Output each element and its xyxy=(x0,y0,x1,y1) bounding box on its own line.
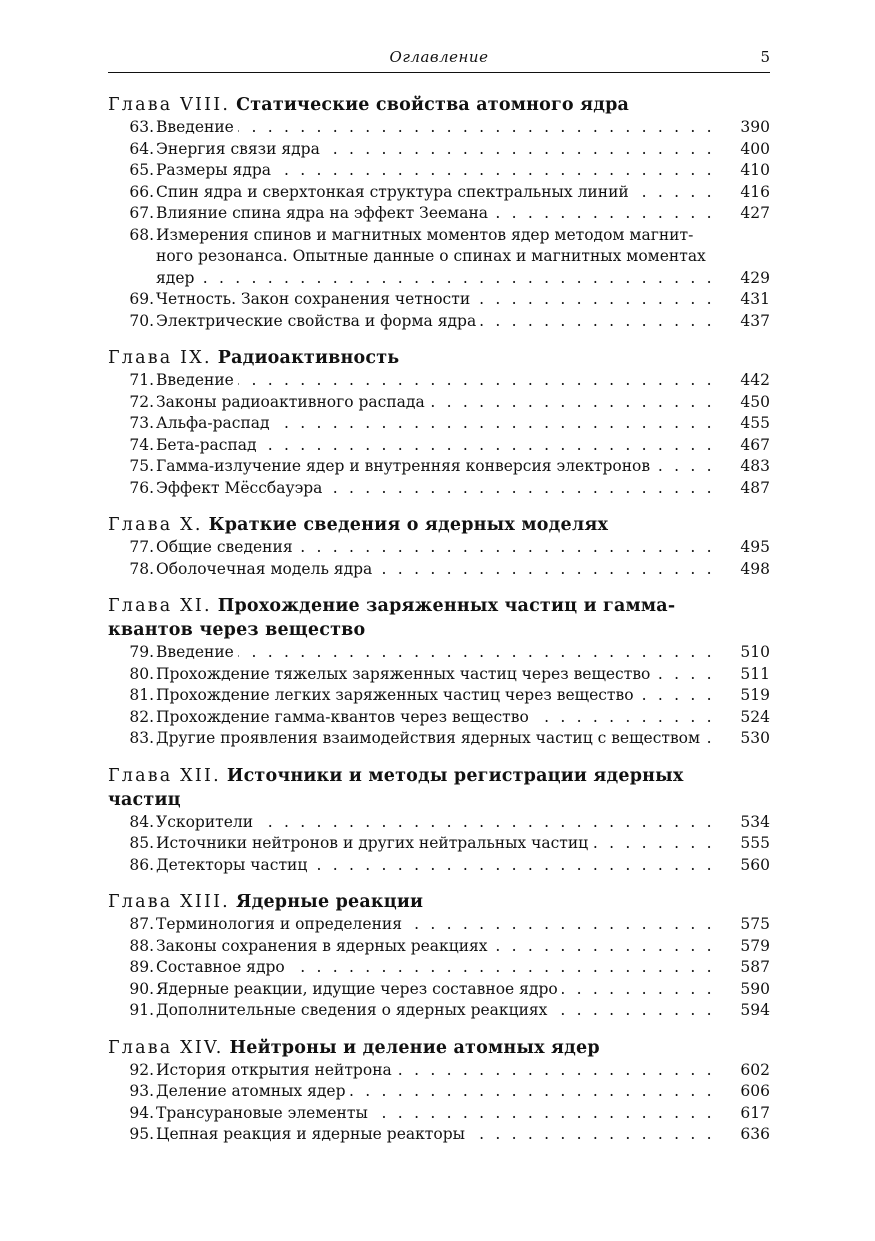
section-number: 77. xyxy=(129,538,154,556)
section-number: 85. xyxy=(129,834,154,852)
leader-dots xyxy=(154,728,722,750)
section-number: 87. xyxy=(129,915,154,933)
chapter-name: Радиоактивность xyxy=(217,348,400,368)
page-ref: 467 xyxy=(740,435,770,454)
chapter-section xyxy=(108,1036,770,1146)
section-title: Ядерные реакции, идущие через составное ядро xyxy=(154,980,562,998)
page-ref: 483 xyxy=(740,457,770,475)
section-title: Оболочечная модель ядра xyxy=(154,560,376,578)
chapter-label: Глава XII. xyxy=(108,765,221,786)
leader-dots xyxy=(154,1124,722,1146)
section-title: История открытия нейтрона xyxy=(154,1061,396,1079)
chapter-name: Ядерные реакции xyxy=(235,892,424,912)
page-ref: 590 xyxy=(740,979,770,998)
section-title-last-line xyxy=(154,268,770,290)
toc-entry[interactable] xyxy=(108,537,770,559)
section-title: Терминология и определения xyxy=(154,915,406,933)
section-title: Эффект Мёссбауэра xyxy=(154,479,326,497)
section-number: 76. xyxy=(129,478,154,497)
page-ref: 530 xyxy=(740,729,770,747)
toc-entry[interactable] xyxy=(108,117,770,139)
section-number: 70. xyxy=(129,311,154,330)
page-number: 5 xyxy=(760,48,770,66)
page-ref: 400 xyxy=(740,139,770,158)
section-number: 74. xyxy=(129,435,154,454)
leader-dots xyxy=(154,139,722,161)
toc-entry[interactable] xyxy=(108,289,770,311)
section-number: 79. xyxy=(129,643,154,661)
leader-dots xyxy=(154,914,722,936)
running-header-title: Оглавление xyxy=(389,48,489,66)
leader-dots xyxy=(154,957,722,979)
section-number: 75. xyxy=(129,457,154,475)
toc-entry[interactable] xyxy=(108,1000,770,1022)
section-title: Трансурановые элементы xyxy=(154,1104,372,1122)
section-number: 93. xyxy=(129,1082,154,1100)
section-number: 68. xyxy=(129,225,154,244)
leader-dots xyxy=(154,413,722,435)
section-title: Цепная реакция и ядерные реакторы xyxy=(154,1125,469,1143)
chapter-heading[interactable] xyxy=(108,594,770,642)
leader-dots xyxy=(154,456,722,478)
toc-entry[interactable] xyxy=(108,139,770,161)
section-title: Общие сведения xyxy=(154,538,297,556)
chapter-name: Нейтроны и деление атомных ядер xyxy=(229,1037,600,1058)
leader-dots xyxy=(154,1000,722,1022)
page-ref: 587 xyxy=(740,958,770,976)
section-title: Законы сохранения в ядерных реакциях xyxy=(154,937,492,955)
chapter-section xyxy=(108,346,770,499)
toc-entry[interactable] xyxy=(108,1081,770,1103)
section-title-line: Измерения спинов и магнитных моментов ядер методом магнит- xyxy=(156,225,694,244)
chapter-section xyxy=(108,513,770,580)
chapter-name: Прохождение заряженных частиц и гамма-квантов через вещество xyxy=(108,596,676,640)
section-title: Законы радиоактивного распада xyxy=(154,393,429,411)
page-ref: 390 xyxy=(740,118,770,136)
section-title: Прохождение легких заряженных частиц через вещество xyxy=(154,686,638,704)
chapter-heading[interactable] xyxy=(108,764,770,812)
toc-entry[interactable] xyxy=(108,182,770,204)
leader-dots xyxy=(154,537,722,559)
page-ref: 606 xyxy=(740,1082,770,1100)
section-number: 86. xyxy=(129,855,154,874)
page-ref: 495 xyxy=(740,538,770,556)
toc-entry[interactable] xyxy=(108,855,770,877)
chapter-heading[interactable] xyxy=(108,346,770,370)
section-title: Источники нейтронов и других нейтральных частиц xyxy=(154,834,592,852)
section-title: Деление атомных ядер xyxy=(154,1082,350,1100)
toc-entry[interactable] xyxy=(108,392,770,414)
page-ref: 519 xyxy=(740,686,770,704)
leader-dots xyxy=(154,707,722,729)
chapter-section xyxy=(108,594,770,750)
leader-dots xyxy=(154,160,722,182)
section-title-line: ного резонанса. Опытные данные о спинах и магнитных моментах xyxy=(156,247,706,265)
page-ref: 416 xyxy=(740,182,770,201)
page-ref: 510 xyxy=(740,643,770,661)
section-number: 67. xyxy=(129,204,154,222)
section-number: 66. xyxy=(129,182,154,201)
toc-entry[interactable] xyxy=(108,435,770,457)
leader-dots xyxy=(154,289,722,311)
toc-entry[interactable] xyxy=(108,1103,770,1125)
section-title-multiline xyxy=(154,225,770,290)
leader-dots xyxy=(154,478,722,500)
leader-dots xyxy=(154,812,722,834)
leader-dots xyxy=(154,936,722,958)
section-number: 71. xyxy=(129,371,154,389)
section-number: 63. xyxy=(129,118,154,136)
chapter-name: Источники и методы регистрации ядерных частиц xyxy=(108,765,684,810)
chapter-label: Глава XIII. xyxy=(108,892,230,912)
leader-dots xyxy=(154,117,722,139)
section-title: Составное ядро xyxy=(154,958,289,976)
section-number: 82. xyxy=(129,707,154,726)
leader-dots xyxy=(154,642,722,664)
toc-entry[interactable] xyxy=(108,203,770,225)
toc-entry[interactable] xyxy=(108,957,770,979)
page-ref: 431 xyxy=(740,290,770,308)
section-title: Прохождение гамма-квантов через вещество xyxy=(154,708,533,726)
section-number: 88. xyxy=(129,936,154,955)
toc-entry[interactable] xyxy=(108,559,770,581)
chapter-section xyxy=(108,764,770,877)
section-title: Влияние спина ядра на эффект Зеемана xyxy=(154,204,492,222)
section-number: 94. xyxy=(129,1103,154,1122)
toc-entry[interactable] xyxy=(108,370,770,392)
page-ref: 560 xyxy=(740,855,770,874)
toc-entry[interactable] xyxy=(108,225,770,290)
leader-dots xyxy=(154,559,722,581)
leader-dots xyxy=(154,685,722,707)
section-title: Энергия связи ядра xyxy=(154,140,324,158)
page-ref: 555 xyxy=(740,834,770,852)
toc-entry[interactable] xyxy=(108,833,770,855)
section-number: 83. xyxy=(129,729,154,747)
section-number: 92. xyxy=(129,1060,154,1079)
toc-entry[interactable] xyxy=(108,914,770,936)
page-ref: 524 xyxy=(740,707,770,726)
toc-entry[interactable] xyxy=(108,642,770,664)
leader-dots xyxy=(154,311,722,333)
leader-dots xyxy=(154,1081,722,1103)
chapter-heading[interactable] xyxy=(108,890,770,914)
section-number: 84. xyxy=(129,812,154,831)
chapter-label: Глава XIV. xyxy=(108,1037,224,1058)
leader-dots xyxy=(154,1060,722,1082)
section-number: 64. xyxy=(129,139,154,158)
chapter-heading[interactable] xyxy=(108,1036,770,1060)
section-number: 89. xyxy=(129,958,154,976)
section-title: Размеры ядра xyxy=(154,161,275,179)
chapter-heading[interactable] xyxy=(108,513,770,537)
chapter-label: Глава XI. xyxy=(108,596,212,616)
toc-entry[interactable] xyxy=(108,936,770,958)
chapter-heading[interactable] xyxy=(108,93,770,117)
leader-dots xyxy=(154,370,722,392)
section-number: 73. xyxy=(129,414,154,432)
section-title: Введение xyxy=(154,643,238,661)
section-title: Введение xyxy=(154,371,238,389)
section-number: 95. xyxy=(129,1125,154,1143)
toc-entry[interactable] xyxy=(108,160,770,182)
page-ref: 455 xyxy=(740,414,770,432)
section-title-line: ядер xyxy=(154,269,198,287)
chapter-label: Глава IX. xyxy=(108,348,212,368)
page-ref: 450 xyxy=(740,392,770,411)
section-title: Детекторы частиц xyxy=(154,856,311,874)
leader-dots xyxy=(154,268,722,290)
leader-dots xyxy=(154,833,722,855)
section-title: Прохождение тяжелых заряженных частиц через вещество xyxy=(154,665,654,683)
leader-dots xyxy=(154,203,722,225)
section-title: Электрические свойства и форма ядра xyxy=(154,312,480,330)
page-ref: 437 xyxy=(740,311,770,330)
chapter-section xyxy=(108,890,770,1022)
page-ref: 487 xyxy=(740,478,770,497)
chapter-label: Глава X. xyxy=(108,515,203,535)
page-ref: 617 xyxy=(740,1103,770,1122)
section-title: Гамма-излучение ядер и внутренняя конверсия электронов xyxy=(154,457,654,475)
page-ref: 534 xyxy=(740,812,770,831)
toc-entry[interactable] xyxy=(108,812,770,834)
leader-dots xyxy=(154,182,722,204)
page-ref: 579 xyxy=(740,936,770,955)
section-title: Альфа-распад xyxy=(154,414,274,432)
page-ref: 602 xyxy=(740,1060,770,1079)
toc-entry[interactable] xyxy=(108,664,770,686)
section-number: 81. xyxy=(129,686,154,704)
section-title: Введение xyxy=(154,118,238,136)
section-title: Дополнительные сведения о ядерных реакциях xyxy=(154,1001,551,1019)
section-number: 78. xyxy=(129,559,154,578)
chapter-name: Краткие сведения о ядерных моделях xyxy=(208,515,609,535)
toc-entry[interactable] xyxy=(108,685,770,707)
section-number: 90. xyxy=(129,979,154,998)
section-title: Четность. Закон сохранения четности xyxy=(154,290,474,308)
page-ref: 575 xyxy=(740,915,770,933)
chapter-label: Глава VIII. xyxy=(108,95,231,115)
table-of-contents xyxy=(108,93,770,1160)
leader-dots xyxy=(154,1103,722,1125)
chapter-name: Статические свойства атомного ядра xyxy=(236,95,630,115)
toc-entry[interactable] xyxy=(108,456,770,478)
page-ref: 594 xyxy=(740,1001,770,1019)
section-number: 91. xyxy=(129,1001,154,1019)
section-title: Ускорители xyxy=(154,813,257,831)
section-number: 72. xyxy=(129,392,154,411)
section-number: 80. xyxy=(129,664,154,683)
leader-dots xyxy=(154,855,722,877)
page-ref: 410 xyxy=(740,161,770,179)
running-header xyxy=(108,46,770,73)
section-title: Бета-распад xyxy=(154,436,261,454)
page-ref: 498 xyxy=(740,559,770,578)
leader-dots xyxy=(154,435,722,457)
toc-entry[interactable] xyxy=(108,1060,770,1082)
toc-entry[interactable] xyxy=(108,979,770,1001)
section-number: 69. xyxy=(129,290,154,308)
page-ref: 429 xyxy=(740,268,770,287)
leader-dots xyxy=(154,664,722,686)
leader-dots xyxy=(154,979,722,1001)
toc-entry[interactable] xyxy=(108,1124,770,1146)
toc-entry[interactable] xyxy=(108,728,770,750)
toc-entry[interactable] xyxy=(108,478,770,500)
page-ref: 636 xyxy=(740,1125,770,1143)
toc-entry[interactable] xyxy=(108,413,770,435)
page-ref: 427 xyxy=(740,204,770,222)
section-number: 65. xyxy=(129,161,154,179)
toc-entry[interactable] xyxy=(108,707,770,729)
leader-dots xyxy=(154,392,722,414)
page-ref: 511 xyxy=(740,664,770,683)
chapter-section xyxy=(108,93,770,332)
section-title: Спин ядра и сверхтонкая структура спектральных линий xyxy=(154,183,633,201)
page-ref: 442 xyxy=(740,371,770,389)
section-title: Другие проявления взаимодействия ядерных частиц с веществом xyxy=(154,729,704,747)
toc-entry[interactable] xyxy=(108,311,770,333)
